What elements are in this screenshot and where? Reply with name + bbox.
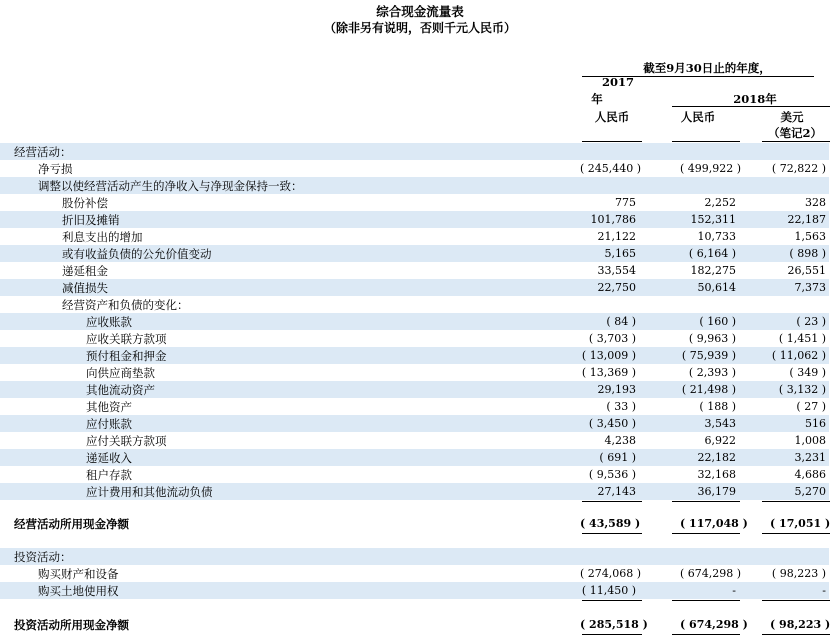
col1-header-underline — [582, 141, 642, 142]
value-2018-usd: 516 — [805, 417, 826, 430]
value-2017-rmb: ( 3,450 ) — [588, 417, 636, 430]
value-2017-rmb: ( 245,440 ) — [580, 162, 642, 175]
page-subtitle: （除非另有说明，否则千元人民币） — [323, 21, 516, 35]
value-2018-usd: ( 72,822 ) — [771, 162, 826, 175]
value-2018-rmb: 152,311 — [690, 213, 736, 226]
value-2017-rmb: ( 691 ) — [599, 451, 636, 464]
total-row — [0, 616, 829, 633]
value-2017-rmb: ( 3,703 ) — [588, 332, 636, 345]
row-label: 净亏损 — [38, 162, 73, 176]
table-row — [0, 330, 829, 347]
value-2018-usd: ( 98,223 ) — [771, 567, 826, 580]
value-2018-usd: ( 23 ) — [796, 315, 826, 328]
table-row — [0, 582, 829, 599]
value-2018-rmb: ( 117,048 ) — [680, 517, 748, 530]
table-row — [0, 548, 829, 565]
total-underline — [582, 634, 642, 635]
table-row — [0, 364, 829, 381]
value-2017-rmb: 29,193 — [597, 383, 636, 396]
value-2018-usd: 7,373 — [794, 281, 826, 294]
section-label: 经营活动： — [14, 145, 72, 159]
subtotal-underline — [582, 501, 642, 502]
row-label: 减值损失 — [62, 281, 108, 295]
value-2018-rmb: ( 160 ) — [699, 315, 736, 328]
value-2017-rmb: 33,554 — [597, 264, 636, 277]
value-2017-rmb: ( 33 ) — [606, 400, 636, 413]
table-row — [0, 381, 829, 398]
value-2018-usd: ( 3,132 ) — [778, 383, 826, 396]
row-label: 应付账款 — [86, 417, 132, 431]
value-2018-rmb: ( 9,963 ) — [688, 332, 736, 345]
value-2018-usd: ( 349 ) — [789, 366, 826, 379]
col3-note: （笔记2） — [767, 126, 822, 140]
col2-currency: 人民币 — [680, 110, 716, 124]
value-2017-rmb: 22,750 — [597, 281, 636, 294]
row-label: 或有收益负债的公允价值变动 — [62, 247, 212, 261]
row-label: 购买财产和设备 — [38, 567, 119, 581]
value-2018-rmb: 36,179 — [697, 485, 736, 498]
row-label: 其他流动资产 — [86, 383, 155, 397]
value-2018-usd: 22,187 — [787, 213, 826, 226]
row-label: 应收关联方款项 — [86, 332, 167, 346]
period-header: 截至9月30日止的年度， — [643, 61, 771, 75]
value-2017-rmb: ( 43,589 ) — [580, 517, 641, 530]
value-2018-rmb: 6,922 — [704, 434, 736, 447]
value-2018-rmb: 50,614 — [697, 281, 736, 294]
value-2017-rmb: ( 13,009 ) — [581, 349, 636, 362]
row-label: 租户存款 — [86, 468, 132, 482]
value-2017-rmb: ( 285,518 ) — [580, 618, 648, 631]
table-row — [0, 313, 829, 330]
value-2017-rmb: 5,165 — [604, 247, 636, 260]
row-label: 折旧及摊销 — [62, 213, 120, 227]
table-row — [0, 296, 829, 313]
value-2017-rmb: 21,122 — [597, 230, 636, 243]
value-2018-rmb: ( 188 ) — [699, 400, 736, 413]
value-2018-usd: 5,270 — [794, 485, 826, 498]
value-2018-rmb: ( 75,939 ) — [681, 349, 736, 362]
value-2018-rmb: 182,275 — [690, 264, 736, 277]
page-title: 综合现金流量表 — [376, 4, 464, 19]
total-underline — [672, 533, 740, 534]
col1-currency: 人民币 — [594, 110, 630, 124]
total-underline — [762, 533, 830, 534]
total-label: 经营活动所用现金净额 — [14, 517, 129, 531]
value-2017-rmb: 27,143 — [597, 485, 636, 498]
table-row — [0, 143, 829, 160]
row-label: 应付关联方款项 — [86, 434, 167, 448]
value-2018-usd: ( 17,051 ) — [770, 517, 831, 530]
table-row — [0, 347, 829, 364]
row-label: 调整以使经营活动产生的净收入与净现金保持一致： — [38, 179, 303, 193]
total-underline — [582, 533, 642, 534]
table-row — [0, 245, 829, 262]
subtotal-underline — [672, 501, 740, 502]
value-2018-usd: 26,551 — [787, 264, 826, 277]
value-2018-usd: 328 — [805, 196, 826, 209]
value-2018-rmb: 3,543 — [704, 417, 736, 430]
row-label: 经营资产和负债的变化： — [62, 298, 189, 312]
total-row — [0, 515, 829, 532]
value-2018-usd: 1,008 — [794, 434, 826, 447]
value-2018-usd: - — [822, 584, 826, 597]
row-label: 应计费用和其他流动负债 — [86, 485, 213, 499]
value-2018-usd: ( 27 ) — [796, 400, 826, 413]
value-2018-rmb: - — [732, 584, 736, 597]
value-2018-usd: ( 11,062 ) — [771, 349, 826, 362]
table-row — [0, 211, 829, 228]
row-label: 利息支出的增加 — [62, 230, 143, 244]
value-2018-rmb: ( 2,393 ) — [688, 366, 736, 379]
subtotal-underline — [762, 501, 830, 502]
row-label: 购买土地使用权 — [38, 584, 119, 598]
subtotal-underline — [762, 600, 830, 601]
table-row — [0, 279, 829, 296]
subtotal-underline — [582, 600, 642, 601]
total-underline — [762, 634, 830, 635]
table-row — [0, 177, 829, 194]
row-label: 其他资产 — [86, 400, 132, 414]
table-row — [0, 398, 829, 415]
value-2018-rmb: ( 6,164 ) — [688, 247, 736, 260]
value-2018-rmb: 10,733 — [697, 230, 736, 243]
year-underline — [672, 106, 830, 107]
table-row — [0, 415, 829, 432]
table-row — [0, 262, 829, 279]
value-2018-usd: ( 898 ) — [789, 247, 826, 260]
table-row — [0, 466, 829, 483]
row-label: 递延收入 — [86, 451, 132, 465]
value-2018-rmb: ( 21,498 ) — [681, 383, 736, 396]
row-label: 股份补偿 — [62, 196, 108, 210]
table-row — [0, 483, 829, 500]
value-2018-rmb: 22,182 — [697, 451, 736, 464]
table-row — [0, 194, 829, 211]
row-label: 预付租金和押金 — [86, 349, 167, 363]
value-2018-rmb: ( 499,922 ) — [680, 162, 742, 175]
total-label: 投资活动所用现金净额 — [14, 618, 129, 632]
subtotal-underline — [672, 600, 740, 601]
value-2017-rmb: ( 13,369 ) — [581, 366, 636, 379]
value-2018-usd: ( 98,223 ) — [770, 618, 831, 631]
value-2018-rmb: ( 674,298 ) — [680, 567, 742, 580]
value-2018-usd: 1,563 — [794, 230, 826, 243]
value-2018-rmb: 32,168 — [697, 468, 736, 481]
col1-year-suffix: 年 — [591, 92, 603, 106]
col3-header-underline — [762, 141, 830, 142]
col2-header-underline — [672, 141, 740, 142]
value-2017-rmb: ( 9,536 ) — [588, 468, 636, 481]
col1-year: 2017 — [601, 75, 634, 89]
table-row — [0, 228, 829, 245]
table-row — [0, 565, 829, 582]
value-2017-rmb: 4,238 — [604, 434, 636, 447]
table-row — [0, 432, 829, 449]
value-2017-rmb: ( 11,450 ) — [581, 584, 636, 597]
row-label: 应收账款 — [86, 315, 132, 329]
col2-year: 2018年 — [733, 92, 777, 106]
row-label: 向供应商垫款 — [86, 366, 155, 380]
value-2018-rmb: 2,252 — [704, 196, 736, 209]
value-2018-usd: 3,231 — [794, 451, 826, 464]
section-label: 投资活动： — [14, 550, 72, 564]
table-row — [0, 160, 829, 177]
value-2018-usd: 4,686 — [794, 468, 826, 481]
value-2017-rmb: ( 84 ) — [606, 315, 636, 328]
value-2017-rmb: 101,786 — [590, 213, 636, 226]
col3-currency: 美元 — [780, 110, 804, 124]
value-2018-rmb: ( 674,298 ) — [680, 618, 748, 631]
row-label: 递延租金 — [62, 264, 108, 278]
value-2017-rmb: 775 — [615, 196, 636, 209]
value-2018-usd: ( 1,451 ) — [778, 332, 826, 345]
value-2017-rmb: ( 274,068 ) — [580, 567, 642, 580]
table-row — [0, 449, 829, 466]
total-underline — [672, 634, 740, 635]
